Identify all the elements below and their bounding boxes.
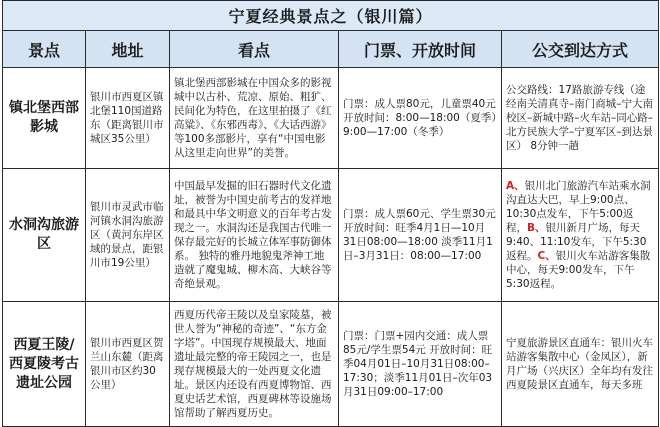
header-tickets: 门票、开放时间 (339, 31, 502, 68)
route-mark-c: C、 (537, 250, 556, 262)
header-spot: 景点 (3, 31, 86, 68)
header-row (3, 31, 659, 68)
route-mark-b: B、 (527, 222, 546, 234)
header-address: 地址 (86, 31, 170, 68)
spot-tickets: 门票：成人票80元，儿童票40元 开放时间：8:00—18:00（夏季）9:00—17:00（冬季） (339, 68, 502, 169)
spot-transit: 公交路线：17路旅游专线（途经南关清真寺–南门商城–宁大南校区–新城中路–火车站–同心路–北方民族大学–宁夏军区–到达景区） 8分钟一趟 (502, 68, 659, 169)
spot-transit (502, 169, 659, 302)
spot-name: 水洞沟旅游区 (3, 169, 86, 302)
header-highlights: 看点 (170, 31, 339, 68)
header-transit: 公交到达方式 (502, 31, 659, 68)
table-title-row (3, 1, 659, 31)
table-title: 宁夏经典景点之（银川篇） (3, 1, 659, 31)
spot-tickets: 门票：成人票60元、学生票30元 开放时间：旺季4月1日—10月31日08:00—18:00 淡季11月1日–3月31日：08:00—17:00 (339, 169, 502, 302)
spot-transit: 宁夏旅游景区直通车：银川火车站游客集散中心（金凤区），新月广场（兴庆区）全年均有发往西夏陵景区直通车，每天多班 (502, 302, 659, 427)
attractions-table (2, 0, 659, 427)
spot-highlights: 中国最早发掘的旧石器时代文化遗址，被誉为中国史前考古的发祥地和最具中华文明意义的百年考古发现之一。水洞沟还是我国古代唯一保存最完好的长城立体军事防御体系。 独特的雅丹地貌鬼斧神工地造就了魔鬼城、柳木高、大峡谷等奇绝景观。 (170, 169, 339, 302)
spot-name: 镇北堡西部影城 (3, 68, 86, 169)
spot-address: 银川市西夏区贺兰山东麓（距离银川市区约30公里） (86, 302, 170, 427)
route-text-a: 银川北门旅游汽车站乘水洞沟直达大巴，早上9:00点、10:30点发车，下午5:00返程， (506, 180, 651, 234)
route-text-b: 银川新月广场，每天9:40、11:10发车，下午5:30返程。 (506, 222, 647, 262)
table-row (3, 169, 659, 302)
table-row (3, 302, 659, 427)
table-row (3, 68, 659, 169)
spot-tickets: 门票：门票+园内交通：成人票85元/学生票54元 开放时间：旺季04月01日–10月31日08:00–17:30；淡季11月01日–次年03月31日09:00–17:00 (339, 302, 502, 427)
spot-highlights: 西夏历代帝王陵以及皇家陵墓，被世人誉为“神秘的奇迹”、“东方金字塔”。中国现存规模最大、地面遗址最完整的帝王陵园之一，也是现存规模最大的一处西夏文化遗址。景区内还设有西夏博物馆、西夏史话艺术馆，西夏碑林等设施场馆帮助了解西夏历史。 (170, 302, 339, 427)
spot-address: 银川市西夏区镇北堡110国道路东（距离银川市城区35公里） (86, 68, 170, 169)
spot-highlights: 镇北堡西部影城在中国众多的影视城中以古朴、荒凉、原始、粗犷、民间化为特色，在这里拍摄了《红高粱》、《东邪西毒》、《大话西游》等100多部影片，享有“中国电影从这里走向世界”的美誉。 (170, 68, 339, 169)
spot-address: 银川市灵武市临河镇水洞沟旅游区（黄河东岸区域的景点，距银川市19公里） (86, 169, 170, 302)
spot-name: 西夏王陵/西夏陵考古遗址公园 (3, 302, 86, 427)
route-mark-a: A、 (506, 180, 525, 192)
route-text-c: 银川火车站游客集散中心，每天9:00发车，下午5:30返程。 (506, 250, 651, 290)
